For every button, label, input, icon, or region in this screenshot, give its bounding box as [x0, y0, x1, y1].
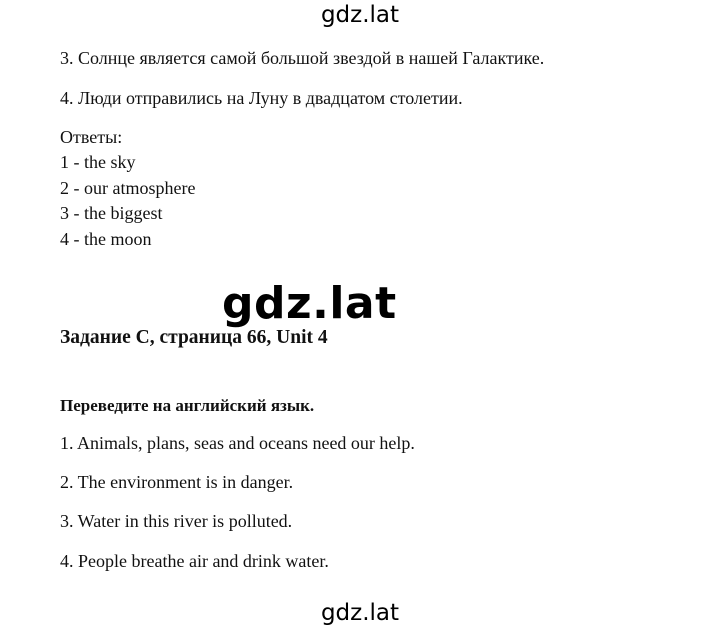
sentence-ru-3: 3. Солнце является самой большой звездой в нашей Галактике. [60, 48, 545, 68]
answer-item-2: 2 - our atmosphere [60, 178, 196, 198]
watermark-middle: gdz.lat [222, 278, 397, 329]
answer-item-1: 1 - the sky [60, 152, 136, 172]
task-heading: Задание C, страница 66, Unit 4 [60, 327, 328, 348]
answers-title: Ответы: [60, 127, 123, 147]
answer-item-3: 3 - the biggest [60, 203, 163, 223]
task-instruction: Переведите на английский язык. [60, 396, 315, 415]
task-item-4: 4. People breathe air and drink water. [60, 551, 329, 571]
sentence-ru-4: 4. Люди отправились на Луну в двадцатом столетии. [60, 88, 463, 108]
task-item-2: 2. The environment is in danger. [60, 472, 294, 492]
watermark-bottom: gdz.lat [320, 600, 400, 626]
task-item-3: 3. Water in this river is polluted. [60, 511, 293, 531]
watermark-top: gdz.lat [320, 2, 400, 28]
task-item-1: 1. Animals, plans, seas and oceans need our help. [60, 433, 415, 453]
answer-item-4: 4 - the moon [60, 229, 152, 249]
